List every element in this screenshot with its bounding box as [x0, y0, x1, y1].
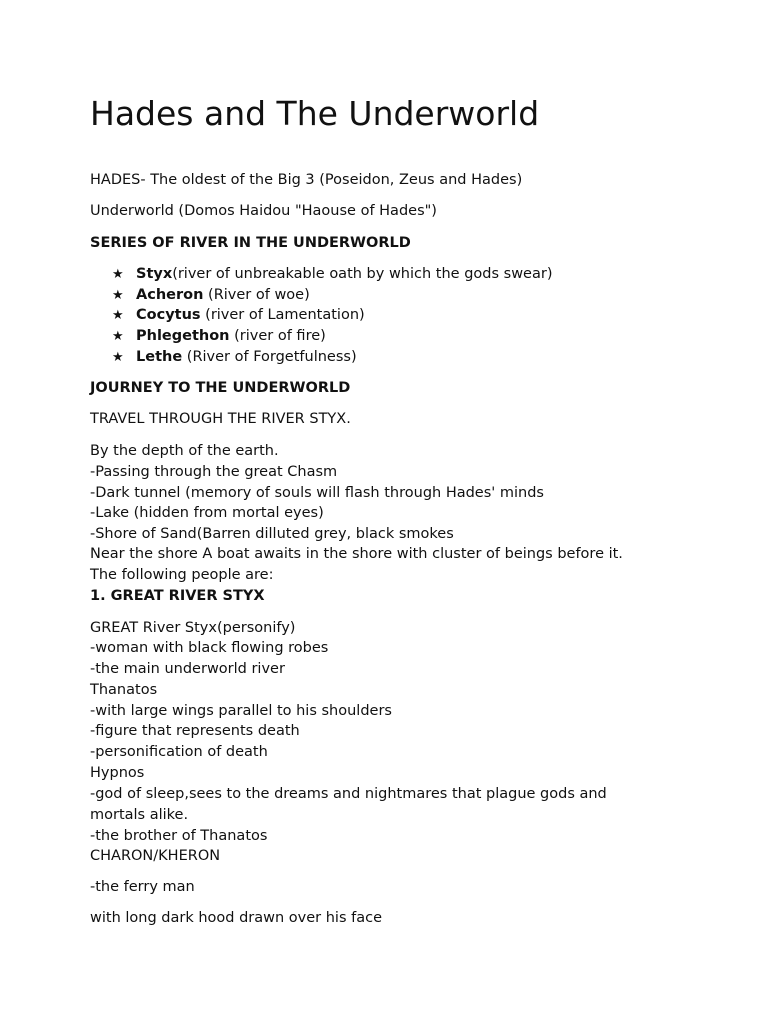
journey-line: -Lake (hidden from mortal eyes)	[90, 505, 324, 521]
styx-line: -woman with black flowing robes	[90, 640, 329, 656]
styx-line: GREAT River Styx(personify)	[90, 620, 296, 636]
river-list-item	[112, 264, 553, 285]
travel-line: TRAVEL THROUGH THE RIVER STYX.	[90, 411, 351, 427]
journey-line: -Passing through the great Chasm	[90, 464, 338, 480]
river-name: Acheron	[136, 287, 204, 303]
styx-line: Thanatos	[90, 682, 158, 698]
hood-line: with long dark hood drawn over his face	[90, 910, 382, 926]
journey-line: -Shore of Sand(Barren dilluted grey, black smokes	[90, 526, 454, 542]
journey-line: Near the shore A boat awaits in the shore with cluster of beings before it.	[90, 546, 623, 562]
river-name: Phlegethon	[136, 328, 230, 344]
star-bullet-icon: ★	[112, 267, 124, 282]
river-description: (river of Lamentation)	[200, 307, 365, 323]
document-title: Hades and The Underworld	[90, 94, 540, 133]
river-name: Styx	[136, 266, 173, 282]
styx-line: CHARON/KHERON	[90, 848, 221, 864]
river-name: Lethe	[136, 349, 183, 365]
river-name: Cocytus	[136, 307, 201, 323]
styx-heading: 1. GREAT RIVER STYX	[90, 588, 265, 604]
styx-line: mortals alike.	[90, 807, 189, 823]
styx-line: Hypnos	[90, 765, 145, 781]
star-bullet-icon: ★	[112, 350, 124, 365]
styx-line: -the brother of Thanatos	[90, 828, 268, 844]
styx-line: -personification of death	[90, 744, 268, 760]
styx-line: -the main underworld river	[90, 661, 285, 677]
river-list-item	[112, 305, 365, 326]
rivers-heading: SERIES OF RIVER IN THE UNDERWORLD	[90, 235, 411, 251]
river-description: (river of fire)	[229, 328, 326, 344]
river-description: (River of Forgetfulness)	[182, 349, 357, 365]
journey-heading: JOURNEY TO THE UNDERWORLD	[90, 380, 351, 396]
styx-line: -god of sleep,sees to the dreams and nightmares that plague gods and	[90, 786, 607, 802]
river-description: (river of unbreakable oath by which the gods swear)	[172, 266, 553, 282]
journey-line: By the depth of the earth.	[90, 443, 279, 459]
intro-line-underworld: Underworld (Domos Haidou "Haouse of Hades")	[90, 203, 437, 219]
styx-line: -figure that represents death	[90, 723, 300, 739]
star-bullet-icon: ★	[112, 308, 124, 323]
star-bullet-icon: ★	[112, 329, 124, 344]
river-list-item	[112, 347, 357, 368]
river-list-item	[112, 326, 326, 347]
river-description: (River of woe)	[203, 287, 310, 303]
star-bullet-icon: ★	[112, 288, 124, 303]
journey-line: -Dark tunnel (memory of souls will flash through Hades' minds	[90, 485, 544, 501]
river-list-item	[112, 285, 310, 306]
ferry-line: -the ferry man	[90, 879, 195, 895]
intro-line-hades: HADES- The oldest of the Big 3 (Poseidon, Zeus and Hades)	[90, 172, 523, 188]
styx-line: -with large wings parallel to his shoulders	[90, 703, 392, 719]
journey-line: The following people are:	[90, 567, 274, 583]
